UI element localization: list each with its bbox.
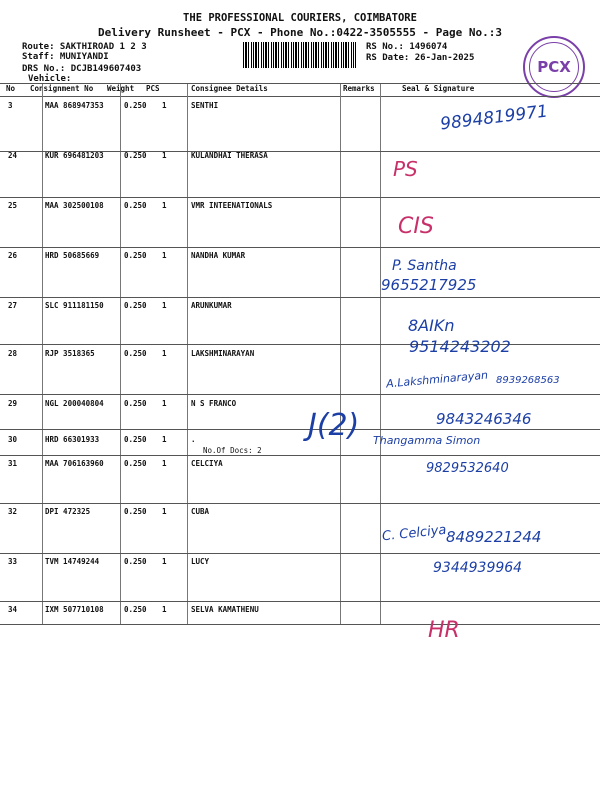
row-no: 27	[8, 301, 18, 310]
row-no: 33	[8, 557, 18, 566]
pcs-value: 1	[162, 101, 167, 110]
weight-value: 0.250	[124, 435, 147, 444]
consignment-no: NGL 200040804	[45, 399, 104, 408]
consignee-name: .	[191, 435, 196, 444]
consignee-name: ARUNKUMAR	[191, 301, 232, 310]
column-divider	[340, 84, 341, 624]
column-divider	[380, 84, 381, 624]
row-no: 26	[8, 251, 18, 260]
consignee-name: KULANDHAI THERASA	[191, 151, 268, 160]
pcs-value: 1	[162, 301, 167, 310]
pcs-value: 1	[162, 251, 167, 260]
consignment-no: RJP 3518365	[45, 349, 95, 358]
row-divider	[0, 429, 600, 430]
handwriting: 9344939964	[433, 560, 523, 576]
row-divider	[0, 601, 600, 602]
row-no: 25	[8, 201, 18, 210]
row-no: 34	[8, 605, 18, 614]
row-no: 32	[8, 507, 18, 516]
row-divider	[0, 197, 600, 198]
pcs-value: 1	[162, 605, 167, 614]
row-divider	[0, 247, 600, 248]
weight-value: 0.250	[124, 251, 147, 260]
col-remarks: Remarks	[343, 84, 375, 93]
handwriting: PS	[393, 157, 418, 181]
pcs-value: 1	[162, 459, 167, 468]
column-divider	[42, 84, 43, 624]
row-no: 30	[8, 435, 18, 444]
handwriting: P. Santha	[392, 258, 457, 274]
row-no: 28	[8, 349, 18, 358]
col-consignee: Consignee Details	[191, 84, 268, 93]
row-no: 29	[8, 399, 18, 408]
consignment-no: KUR 696481203	[45, 151, 104, 160]
handwriting: J(2)	[308, 408, 360, 443]
handwriting: 9655217925	[381, 276, 477, 294]
route-text: Route: SAKTHIROAD 1 2 3	[22, 42, 147, 52]
page-title: THE PROFESSIONAL COURIERS, COIMBATORE	[183, 12, 417, 24]
row-divider	[0, 297, 600, 298]
weight-value: 0.250	[124, 349, 147, 358]
consignee-name: VMR INTEENATIONALS	[191, 201, 273, 210]
pcs-value: 1	[162, 507, 167, 516]
header-rule-top	[0, 83, 600, 84]
weight-value: 0.250	[124, 201, 147, 210]
weight-value: 0.250	[124, 301, 147, 310]
consignee-name: SENTHI	[191, 101, 219, 110]
weight-value: 0.250	[124, 605, 147, 614]
row-divider	[0, 624, 600, 625]
row-divider	[0, 455, 600, 456]
header-rule-bottom	[0, 96, 600, 97]
page-subtitle: Delivery Runsheet - PCX - Phone No.:0422-3505555 - Page No.:3	[98, 26, 502, 39]
weight-value: 0.250	[124, 557, 147, 566]
consignee-name: SELVA KAMATHENU	[191, 605, 259, 614]
handwriting: 8489221244	[446, 528, 542, 546]
consignee-name: LUCY	[191, 557, 210, 566]
handwriting: HR	[428, 618, 460, 643]
column-divider	[120, 84, 121, 624]
column-divider	[187, 84, 188, 624]
pcs-value: 1	[162, 399, 167, 408]
vehicle-text: Vehicle:	[28, 74, 72, 84]
pcs-value: 1	[162, 349, 167, 358]
col-consignment: Consignment No	[30, 84, 94, 93]
consignee-name: N S FRANCO	[191, 399, 237, 408]
drs-text: DRS No.: DCJB149607403	[22, 64, 142, 74]
weight-value: 0.250	[124, 459, 147, 468]
consignment-no: TVM 14749244	[45, 557, 100, 566]
handwriting: 9843246346	[436, 410, 532, 428]
col-no: No	[6, 84, 16, 93]
staff-text: Staff: MUNIYANDI	[22, 52, 109, 62]
row-no: 24	[8, 151, 18, 160]
handwriting: 9829532640	[426, 461, 509, 476]
rs-date: RS Date: 26-Jan-2025	[366, 53, 475, 63]
row-divider	[0, 503, 600, 504]
consignment-no: MAA 706163960	[45, 459, 104, 468]
col-seal: Seal & Signature	[402, 84, 475, 93]
handwriting: 8AIKn	[408, 316, 455, 335]
col-pcs: PCS	[146, 84, 160, 93]
row-no: 31	[8, 459, 18, 468]
pcs-value: 1	[162, 557, 167, 566]
handwriting: 9514243202	[409, 337, 511, 356]
consignment-no: IXM 507710108	[45, 605, 104, 614]
handwriting: A.Lakshminarayan	[385, 368, 489, 391]
consignment-no: SLC 911181150	[45, 301, 104, 310]
handwriting: CIS	[398, 214, 434, 239]
handwriting: 8939268563	[496, 375, 560, 386]
consignee-name: LAKSHMINARAYAN	[191, 349, 255, 358]
pcs-value: 1	[162, 201, 167, 210]
row-divider	[0, 394, 600, 395]
consignment-no: HRD 50685669	[45, 251, 100, 260]
consignee-name: CELCIYA	[191, 459, 223, 468]
stamp-text: PCX	[537, 58, 571, 76]
docs-count: No.Of Docs: 2	[203, 446, 262, 455]
consignment-no: MAA 868947353	[45, 101, 104, 110]
row-no: 3	[8, 101, 13, 110]
rs-number: RS No.: 1496074	[366, 42, 448, 52]
pcs-value: 1	[162, 435, 167, 444]
pcs-value: 1	[162, 151, 167, 160]
handwriting: C. Celciya	[381, 522, 448, 545]
handwriting: Thangamma Simon	[373, 434, 481, 447]
consignment-no: HRD 66301933	[45, 435, 100, 444]
barcode	[243, 42, 356, 68]
row-divider	[0, 553, 600, 554]
weight-value: 0.250	[124, 399, 147, 408]
col-weight: Weight	[107, 84, 135, 93]
consignee-name: NANDHA KUMAR	[191, 251, 246, 260]
weight-value: 0.250	[124, 151, 147, 160]
consignee-name: CUBA	[191, 507, 210, 516]
handwriting: 9894819971	[439, 101, 549, 135]
pcx-stamp	[523, 36, 585, 98]
weight-value: 0.250	[124, 507, 147, 516]
weight-value: 0.250	[124, 101, 147, 110]
consignment-no: MAA 302500108	[45, 201, 104, 210]
consignment-no: DPI 472325	[45, 507, 91, 516]
